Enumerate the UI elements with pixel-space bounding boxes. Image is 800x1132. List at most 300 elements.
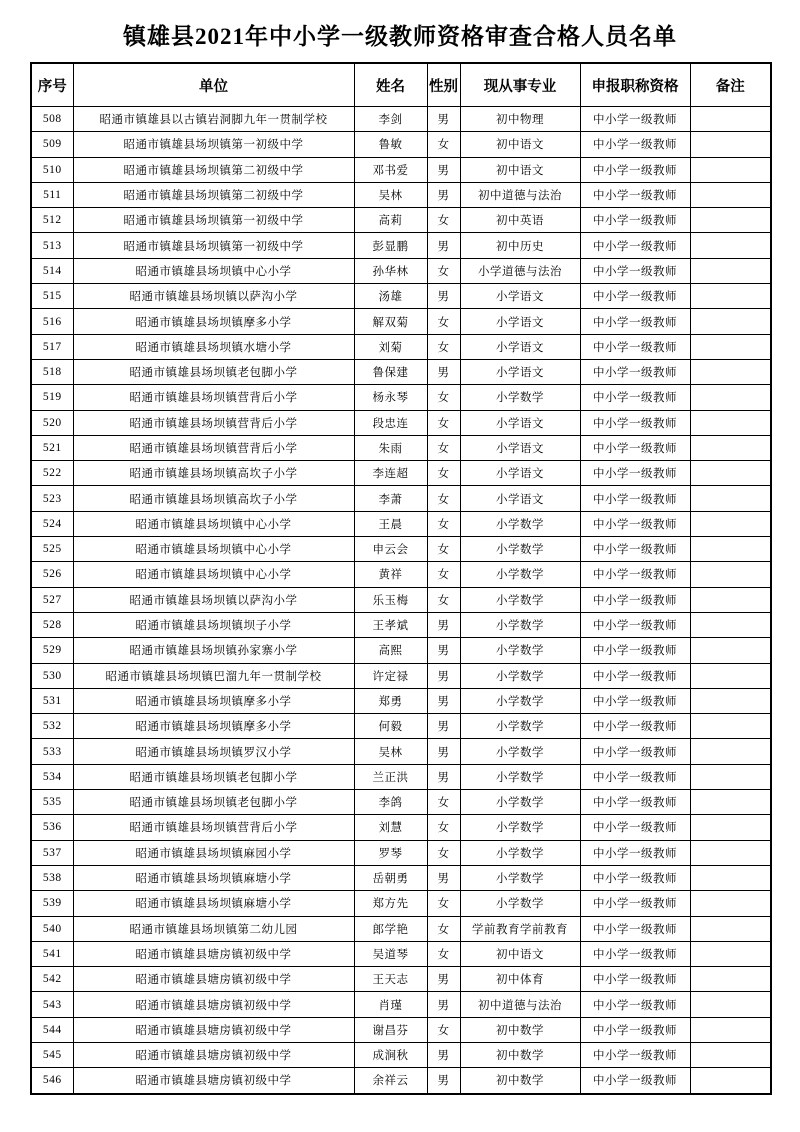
- cell-gender: 女: [427, 916, 460, 941]
- table-row: [31, 739, 771, 764]
- table-row: [31, 941, 771, 966]
- cell-major: 初中语文: [460, 157, 580, 182]
- cell-name: 谢昌芬: [354, 1017, 427, 1042]
- cell-title: 中小学一级教师: [580, 688, 690, 713]
- cell-major: 小学语文: [460, 309, 580, 334]
- cell-note: [690, 764, 771, 789]
- cell-name: 高莉: [354, 208, 427, 233]
- cell-seq: 527: [31, 587, 73, 612]
- cell-title: 中小学一级教师: [580, 233, 690, 258]
- cell-unit: 昭通市镇雄县场坝镇以萨沟小学: [73, 284, 354, 309]
- cell-major: 小学数学: [460, 511, 580, 536]
- table-row: [31, 461, 771, 486]
- cell-major: 小学数学: [460, 562, 580, 587]
- cell-note: [690, 208, 771, 233]
- cell-unit: 昭通市镇雄县场坝镇罗汉小学: [73, 739, 354, 764]
- cell-seq: 510: [31, 157, 73, 182]
- cell-gender: 女: [427, 486, 460, 511]
- cell-gender: 女: [427, 941, 460, 966]
- cell-name: 王孝斌: [354, 612, 427, 637]
- cell-seq: 528: [31, 612, 73, 637]
- cell-note: [690, 663, 771, 688]
- cell-major: 初中数学: [460, 1068, 580, 1094]
- cell-note: [690, 1017, 771, 1042]
- cell-name: 朱雨: [354, 435, 427, 460]
- cell-unit: 昭通市镇雄县场坝镇第一初级中学: [73, 132, 354, 157]
- cell-name: 李连超: [354, 461, 427, 486]
- table-row: [31, 638, 771, 663]
- cell-major: 小学数学: [460, 714, 580, 739]
- cell-note: [690, 435, 771, 460]
- cell-seq: 546: [31, 1068, 73, 1094]
- cell-title: 中小学一级教师: [580, 764, 690, 789]
- table-body: [31, 107, 771, 1094]
- cell-unit: 昭通市镇雄县场坝镇中心小学: [73, 562, 354, 587]
- cell-major: 小学数学: [460, 815, 580, 840]
- cell-unit: 昭通市镇雄县场坝镇巴溜九年一贯制学校: [73, 663, 354, 688]
- cell-major: 小学数学: [460, 663, 580, 688]
- cell-gender: 女: [427, 258, 460, 283]
- cell-note: [690, 941, 771, 966]
- cell-seq: 534: [31, 764, 73, 789]
- cell-unit: 昭通市镇雄县场坝镇营背后小学: [73, 435, 354, 460]
- cell-name: 申云会: [354, 537, 427, 562]
- cell-unit: 昭通市镇雄县场坝镇坝子小学: [73, 612, 354, 637]
- cell-unit: 昭通市镇雄县场坝镇营背后小学: [73, 815, 354, 840]
- cell-name: 解双菊: [354, 309, 427, 334]
- cell-note: [690, 486, 771, 511]
- header-gender: 性别: [427, 63, 460, 107]
- cell-unit: 昭通市镇雄县场坝镇麻塘小学: [73, 865, 354, 890]
- cell-title: 中小学一级教师: [580, 1017, 690, 1042]
- cell-note: [690, 714, 771, 739]
- cell-unit: 昭通市镇雄县场坝镇中心小学: [73, 258, 354, 283]
- cell-name: 郎学艳: [354, 916, 427, 941]
- table-row: [31, 233, 771, 258]
- cell-note: [690, 891, 771, 916]
- table-row: [31, 132, 771, 157]
- cell-title: 中小学一级教师: [580, 739, 690, 764]
- table-row: [31, 157, 771, 182]
- cell-note: [690, 309, 771, 334]
- qualified-personnel-table: [30, 62, 772, 1095]
- cell-name: 黄祥: [354, 562, 427, 587]
- table-row: [31, 385, 771, 410]
- cell-name: 吴道琴: [354, 941, 427, 966]
- cell-name: 孙华林: [354, 258, 427, 283]
- table-row: [31, 309, 771, 334]
- cell-seq: 512: [31, 208, 73, 233]
- cell-name: 吴林: [354, 182, 427, 207]
- cell-unit: 昭通市镇雄县场坝镇孙家寨小学: [73, 638, 354, 663]
- cell-seq: 539: [31, 891, 73, 916]
- cell-seq: 541: [31, 941, 73, 966]
- cell-major: 小学数学: [460, 587, 580, 612]
- cell-gender: 女: [427, 410, 460, 435]
- cell-title: 中小学一级教师: [580, 435, 690, 460]
- cell-major: 小学数学: [460, 840, 580, 865]
- cell-gender: 女: [427, 385, 460, 410]
- cell-note: [690, 739, 771, 764]
- cell-seq: 525: [31, 537, 73, 562]
- cell-seq: 524: [31, 511, 73, 536]
- cell-major: 小学数学: [460, 739, 580, 764]
- cell-major: 小学语文: [460, 435, 580, 460]
- table-row: [31, 1017, 771, 1042]
- cell-seq: 518: [31, 359, 73, 384]
- cell-gender: 男: [427, 1068, 460, 1094]
- cell-gender: 女: [427, 208, 460, 233]
- cell-note: [690, 840, 771, 865]
- cell-name: 郑方先: [354, 891, 427, 916]
- cell-unit: 昭通市镇雄县场坝镇第一初级中学: [73, 233, 354, 258]
- header-major: 现从事专业: [460, 63, 580, 107]
- cell-major: 小学道德与法治: [460, 258, 580, 283]
- cell-title: 中小学一级教师: [580, 663, 690, 688]
- cell-title: 中小学一级教师: [580, 258, 690, 283]
- cell-title: 中小学一级教师: [580, 309, 690, 334]
- cell-seq: 538: [31, 865, 73, 890]
- cell-title: 中小学一级教师: [580, 612, 690, 637]
- cell-note: [690, 410, 771, 435]
- cell-major: 小学语文: [460, 284, 580, 309]
- cell-unit: 昭通市镇雄县塘房镇初级中学: [73, 1042, 354, 1067]
- cell-title: 中小学一级教师: [580, 385, 690, 410]
- table-row: [31, 1068, 771, 1094]
- table-row: [31, 182, 771, 207]
- cell-gender: 女: [427, 587, 460, 612]
- cell-gender: 女: [427, 461, 460, 486]
- cell-major: 小学语文: [460, 461, 580, 486]
- table-row: [31, 587, 771, 612]
- cell-name: 邓书爱: [354, 157, 427, 182]
- cell-name: 罗琴: [354, 840, 427, 865]
- cell-unit: 昭通市镇雄县场坝镇第二幼儿园: [73, 916, 354, 941]
- cell-unit: 昭通市镇雄县场坝镇麻园小学: [73, 840, 354, 865]
- cell-gender: 女: [427, 840, 460, 865]
- cell-seq: 523: [31, 486, 73, 511]
- table-row: [31, 334, 771, 359]
- cell-gender: 女: [427, 132, 460, 157]
- table-row: [31, 612, 771, 637]
- cell-title: 中小学一级教师: [580, 562, 690, 587]
- cell-major: 小学语文: [460, 486, 580, 511]
- cell-title: 中小学一级教师: [580, 208, 690, 233]
- cell-note: [690, 612, 771, 637]
- cell-title: 中小学一级教师: [580, 714, 690, 739]
- cell-unit: 昭通市镇雄县场坝镇水塘小学: [73, 334, 354, 359]
- cell-name: 何毅: [354, 714, 427, 739]
- cell-title: 中小学一级教师: [580, 537, 690, 562]
- header-title: 申报职称资格: [580, 63, 690, 107]
- cell-gender: 男: [427, 663, 460, 688]
- cell-note: [690, 182, 771, 207]
- cell-gender: 男: [427, 359, 460, 384]
- cell-seq: 514: [31, 258, 73, 283]
- cell-gender: 男: [427, 107, 460, 132]
- cell-major: 初中数学: [460, 1042, 580, 1067]
- table-row: [31, 790, 771, 815]
- cell-seq: 544: [31, 1017, 73, 1042]
- table-row: [31, 840, 771, 865]
- cell-unit: 昭通市镇雄县场坝镇第一初级中学: [73, 208, 354, 233]
- cell-seq: 519: [31, 385, 73, 410]
- cell-seq: 545: [31, 1042, 73, 1067]
- cell-gender: 女: [427, 815, 460, 840]
- cell-title: 中小学一级教师: [580, 284, 690, 309]
- cell-gender: 女: [427, 562, 460, 587]
- cell-note: [690, 1068, 771, 1094]
- cell-name: 余祥云: [354, 1068, 427, 1094]
- cell-unit: 昭通市镇雄县场坝镇摩多小学: [73, 714, 354, 739]
- cell-gender: 男: [427, 739, 460, 764]
- table-row: [31, 435, 771, 460]
- cell-seq: 532: [31, 714, 73, 739]
- cell-gender: 女: [427, 1017, 460, 1042]
- table-row: [31, 891, 771, 916]
- cell-major: 小学数学: [460, 764, 580, 789]
- cell-title: 中小学一级教师: [580, 941, 690, 966]
- cell-gender: 男: [427, 182, 460, 207]
- cell-seq: 543: [31, 992, 73, 1017]
- cell-note: [690, 461, 771, 486]
- page-title: 镇雄县2021年中小学一级教师资格审查合格人员名单: [123, 24, 677, 49]
- cell-unit: 昭通市镇雄县塘房镇初级中学: [73, 992, 354, 1017]
- cell-gender: 男: [427, 284, 460, 309]
- cell-gender: 女: [427, 309, 460, 334]
- cell-name: 鲁保建: [354, 359, 427, 384]
- cell-note: [690, 385, 771, 410]
- table-row: [31, 916, 771, 941]
- cell-note: [690, 511, 771, 536]
- cell-unit: 昭通市镇雄县场坝镇老包脚小学: [73, 359, 354, 384]
- cell-unit: 昭通市镇雄县场坝镇老包脚小学: [73, 764, 354, 789]
- table-row: [31, 967, 771, 992]
- cell-title: 中小学一级教师: [580, 132, 690, 157]
- cell-seq: 529: [31, 638, 73, 663]
- cell-name: 成涧秋: [354, 1042, 427, 1067]
- cell-gender: 男: [427, 233, 460, 258]
- cell-major: 初中道德与法治: [460, 182, 580, 207]
- cell-unit: 昭通市镇雄县以古镇岩洞脚九年一贯制学校: [73, 107, 354, 132]
- cell-name: 兰正洪: [354, 764, 427, 789]
- cell-seq: 533: [31, 739, 73, 764]
- cell-title: 中小学一级教师: [580, 182, 690, 207]
- cell-name: 岳朝勇: [354, 865, 427, 890]
- cell-gender: 女: [427, 891, 460, 916]
- cell-major: 初中语文: [460, 132, 580, 157]
- cell-name: 段忠连: [354, 410, 427, 435]
- cell-name: 乐玉梅: [354, 587, 427, 612]
- cell-gender: 男: [427, 612, 460, 637]
- cell-unit: 昭通市镇雄县场坝镇高坎子小学: [73, 486, 354, 511]
- cell-major: 小学数学: [460, 537, 580, 562]
- table-row: [31, 486, 771, 511]
- cell-gender: 男: [427, 967, 460, 992]
- table-row: [31, 208, 771, 233]
- cell-note: [690, 107, 771, 132]
- cell-unit: 昭通市镇雄县场坝镇摩多小学: [73, 688, 354, 713]
- cell-unit: 昭通市镇雄县场坝镇营背后小学: [73, 385, 354, 410]
- cell-title: 中小学一级教师: [580, 486, 690, 511]
- cell-gender: 女: [427, 790, 460, 815]
- cell-title: 中小学一级教师: [580, 865, 690, 890]
- cell-unit: 昭通市镇雄县场坝镇中心小学: [73, 511, 354, 536]
- cell-title: 中小学一级教师: [580, 359, 690, 384]
- table-row: [31, 992, 771, 1017]
- cell-seq: 520: [31, 410, 73, 435]
- cell-note: [690, 334, 771, 359]
- cell-title: 中小学一级教师: [580, 1068, 690, 1094]
- table-row: [31, 537, 771, 562]
- table-header: [31, 63, 771, 107]
- cell-gender: 男: [427, 865, 460, 890]
- cell-name: 吴林: [354, 739, 427, 764]
- cell-major: 小学语文: [460, 359, 580, 384]
- cell-unit: 昭通市镇雄县场坝镇高坎子小学: [73, 461, 354, 486]
- cell-note: [690, 359, 771, 384]
- cell-name: 李剑: [354, 107, 427, 132]
- cell-seq: 535: [31, 790, 73, 815]
- cell-gender: 男: [427, 688, 460, 713]
- cell-name: 郑勇: [354, 688, 427, 713]
- cell-seq: 516: [31, 309, 73, 334]
- cell-gender: 女: [427, 511, 460, 536]
- cell-major: 小学数学: [460, 385, 580, 410]
- table-row: [31, 359, 771, 384]
- cell-seq: 513: [31, 233, 73, 258]
- cell-note: [690, 790, 771, 815]
- cell-unit: 昭通市镇雄县塘房镇初级中学: [73, 967, 354, 992]
- cell-unit: 昭通市镇雄县场坝镇摩多小学: [73, 309, 354, 334]
- cell-gender: 男: [427, 638, 460, 663]
- table-row: [31, 511, 771, 536]
- cell-note: [690, 587, 771, 612]
- cell-title: 中小学一级教师: [580, 1042, 690, 1067]
- cell-major: 小学数学: [460, 891, 580, 916]
- table-row: [31, 688, 771, 713]
- cell-note: [690, 284, 771, 309]
- cell-title: 中小学一级教师: [580, 511, 690, 536]
- cell-gender: 女: [427, 435, 460, 460]
- cell-note: [690, 1042, 771, 1067]
- cell-note: [690, 562, 771, 587]
- cell-title: 中小学一级教师: [580, 840, 690, 865]
- cell-seq: 511: [31, 182, 73, 207]
- cell-note: [690, 815, 771, 840]
- cell-gender: 男: [427, 764, 460, 789]
- cell-seq: 509: [31, 132, 73, 157]
- cell-unit: 昭通市镇雄县场坝镇第二初级中学: [73, 157, 354, 182]
- cell-unit: 昭通市镇雄县塘房镇初级中学: [73, 1068, 354, 1094]
- cell-major: 初中语文: [460, 941, 580, 966]
- cell-title: 中小学一级教师: [580, 967, 690, 992]
- cell-major: 小学数学: [460, 688, 580, 713]
- cell-name: 高熙: [354, 638, 427, 663]
- cell-unit: 昭通市镇雄县场坝镇麻塘小学: [73, 891, 354, 916]
- cell-major: 初中数学: [460, 1017, 580, 1042]
- cell-name: 刘慧: [354, 815, 427, 840]
- cell-major: 小学数学: [460, 638, 580, 663]
- cell-major: 初中物理: [460, 107, 580, 132]
- cell-title: 中小学一级教师: [580, 107, 690, 132]
- table-row: [31, 865, 771, 890]
- cell-major: 初中历史: [460, 233, 580, 258]
- table-row: [31, 815, 771, 840]
- cell-major: 小学语文: [460, 410, 580, 435]
- cell-name: 彭显鹏: [354, 233, 427, 258]
- cell-seq: 521: [31, 435, 73, 460]
- cell-seq: 531: [31, 688, 73, 713]
- cell-unit: 昭通市镇雄县塘房镇初级中学: [73, 1017, 354, 1042]
- cell-note: [690, 233, 771, 258]
- cell-note: [690, 688, 771, 713]
- cell-unit: 昭通市镇雄县场坝镇以萨沟小学: [73, 587, 354, 612]
- cell-gender: 女: [427, 334, 460, 359]
- cell-major: 初中英语: [460, 208, 580, 233]
- cell-name: 刘菊: [354, 334, 427, 359]
- cell-unit: 昭通市镇雄县塘房镇初级中学: [73, 941, 354, 966]
- cell-major: 小学数学: [460, 612, 580, 637]
- cell-seq: 537: [31, 840, 73, 865]
- cell-title: 中小学一级教师: [580, 587, 690, 612]
- cell-title: 中小学一级教师: [580, 916, 690, 941]
- cell-seq: 522: [31, 461, 73, 486]
- cell-name: 肖瑾: [354, 992, 427, 1017]
- table-row: [31, 410, 771, 435]
- cell-gender: 男: [427, 714, 460, 739]
- cell-major: 小学语文: [460, 334, 580, 359]
- cell-note: [690, 865, 771, 890]
- table-row: [31, 714, 771, 739]
- cell-note: [690, 638, 771, 663]
- cell-seq: 542: [31, 967, 73, 992]
- cell-major: 学前教育学前教育: [460, 916, 580, 941]
- cell-seq: 536: [31, 815, 73, 840]
- table-row: [31, 284, 771, 309]
- cell-gender: 男: [427, 992, 460, 1017]
- cell-name: 李萧: [354, 486, 427, 511]
- cell-gender: 男: [427, 1042, 460, 1067]
- cell-title: 中小学一级教师: [580, 815, 690, 840]
- cell-name: 王晨: [354, 511, 427, 536]
- cell-title: 中小学一级教师: [580, 891, 690, 916]
- cell-major: 初中道德与法治: [460, 992, 580, 1017]
- table-row: [31, 562, 771, 587]
- cell-note: [690, 132, 771, 157]
- cell-note: [690, 537, 771, 562]
- cell-name: 王天志: [354, 967, 427, 992]
- cell-note: [690, 992, 771, 1017]
- header-row: [31, 63, 771, 107]
- cell-title: 中小学一级教师: [580, 992, 690, 1017]
- header-seq: 序号: [31, 63, 73, 107]
- cell-title: 中小学一级教师: [580, 638, 690, 663]
- cell-name: 许定禄: [354, 663, 427, 688]
- cell-name: 汤雄: [354, 284, 427, 309]
- cell-unit: 昭通市镇雄县场坝镇中心小学: [73, 537, 354, 562]
- cell-major: 初中体育: [460, 967, 580, 992]
- cell-seq: 540: [31, 916, 73, 941]
- table-row: [31, 663, 771, 688]
- cell-unit: 昭通市镇雄县场坝镇营背后小学: [73, 410, 354, 435]
- cell-note: [690, 916, 771, 941]
- cell-note: [690, 157, 771, 182]
- header-unit: 单位: [73, 63, 354, 107]
- cell-title: 中小学一级教师: [580, 790, 690, 815]
- cell-name: 李鸽: [354, 790, 427, 815]
- cell-title: 中小学一级教师: [580, 157, 690, 182]
